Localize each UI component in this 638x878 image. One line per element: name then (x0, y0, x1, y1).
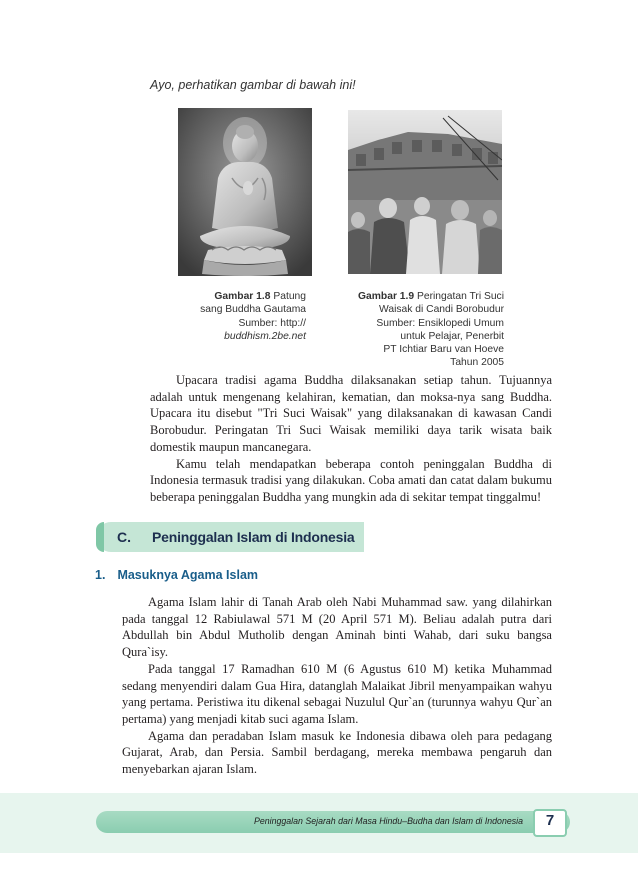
caption-line: sang Buddha Gautama (200, 304, 306, 316)
subsection-number: 1. (95, 568, 106, 582)
buddha-statue-photo (178, 108, 312, 276)
section-letter: C. (117, 529, 131, 545)
caption-line: untuk Pelajar, Penerbit (400, 330, 504, 342)
caption-line: buddhism.2be.net (224, 330, 306, 342)
caption-line: Patung (273, 291, 306, 302)
waisak-ceremony-photo (348, 110, 502, 274)
figure-1-8-label: Gambar 1.8 (214, 291, 271, 302)
caption-line: Tahun 2005 (450, 357, 504, 369)
caption-line: Sumber: Ensiklopedi Umum (376, 317, 504, 329)
figure-1-8-caption (188, 290, 306, 343)
subsection-title: Masuknya Agama Islam (117, 568, 259, 582)
paragraph: Pada tanggal 17 Ramadhan 610 M (6 Agustus 610 M) ketika Muhammad sedang menyendiri dalam Gua Hira, datanglah Malaikat Jibril menyampaikan wahyu yang pertama. Peristiwa itu dikenal sebagai Nuzulul Qur`an (turunnya wahyu Qur`an pertama) yang menjadi kitab suci agama Islam. (122, 661, 552, 726)
caption-line: Waisak di Candi Borobudur (379, 304, 504, 316)
figure-1-9-caption (336, 290, 504, 370)
caption-line: Sumber: http:// (238, 317, 306, 329)
subsection-heading (95, 568, 270, 582)
page-number: 7 (545, 812, 555, 829)
lower-body-text (122, 594, 552, 778)
intro-text: Ayo, perhatikan gambar di bawah ini! (150, 78, 356, 92)
paragraph: Agama dan peradaban Islam masuk ke Indonesia dibawa oleh para pedagang Gujarat, Arab, dan Persia. Sambil berdagang, mereka membawa pengaruh dan menyebarkan ajaran Islam. (122, 728, 552, 777)
paragraph: Upacara tradisi agama Buddha dilaksanakan setiap tahun. Tujuannya adalah untuk mengenang kelahiran, kematian, dan moksa-nya sang Buddha. Upacara itu disebut "Tri Suci Waisak" yang dilaksanakan di kawasan Candi Borobudur. Peringatan Tri Suci Waisak memiliki daya tarik wisata baik domestik maupun mancanegara. (150, 373, 552, 454)
paragraph: Agama Islam lahir di Tanah Arab oleh Nabi Muhammad saw. yang dilahirkan pada tanggal 12 Rabiulawal 571 M (20 April 571 M). Beliau adalah putra dari Abdullah bin Abdul Mutholib dengan Aminah binti Wahab, dari suku bangsa Qura`isy. (122, 595, 552, 660)
upper-body-text (150, 372, 552, 506)
running-title: Peninggalan Sejarah dari Masa Hindu–Budha dan Islam di Indonesia (254, 816, 523, 826)
figure-1-9-label: Gambar 1.9 (358, 291, 415, 302)
caption-line: Peringatan Tri Suci (417, 291, 504, 302)
caption-line: PT Ichtiar Baru van Hoeve (383, 344, 504, 356)
section-title: Peninggalan Islam di Indonesia (152, 529, 355, 545)
paragraph: Kamu telah mendapatkan beberapa contoh peninggalan Buddha di Indonesia termasuk tradisi yang dilakukan. Coba amati dan catat dalam bukumu beberapa peninggalan Buddha yang mungkin ada di sekitar tempat tinggalmu! (150, 456, 552, 504)
